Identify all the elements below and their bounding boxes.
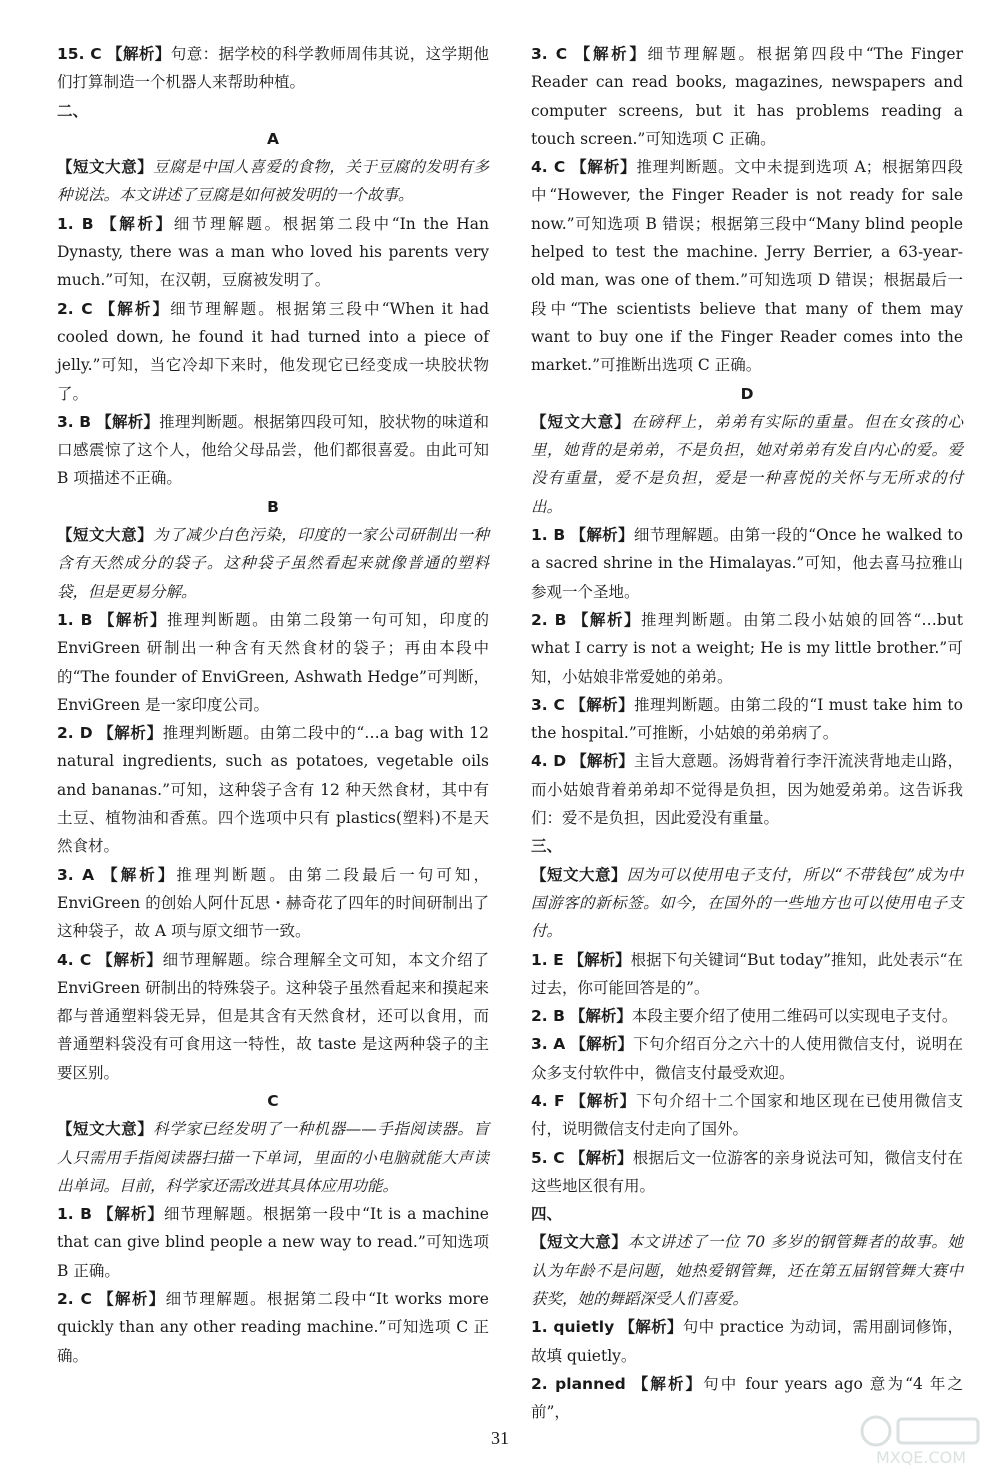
answer-number: 3. C bbox=[531, 695, 565, 714]
summary-text: 因为可以使用电子支付，所以“不带钱包”成为中国游客的新标签。如今，在国外的一些地方也可以使用电子支付。 bbox=[531, 865, 963, 941]
summary-label: 【短文大意】 bbox=[531, 412, 631, 431]
section-heading: 三、 bbox=[531, 837, 563, 856]
analysis-text: 推理判断题。由第二段的“I must take him to the hospital.”可推断，小姑娘的弟弟病了。 bbox=[531, 695, 963, 743]
analysis-label: 【解析】 bbox=[570, 1091, 636, 1110]
answer-item bbox=[531, 521, 963, 606]
answer-number: 1. B bbox=[57, 214, 94, 233]
answer-item bbox=[57, 1285, 489, 1370]
analysis-label: 【解析】 bbox=[97, 1205, 164, 1224]
summary-label: 【短文大意】 bbox=[57, 1120, 154, 1139]
answer-number: 3. B bbox=[57, 412, 92, 431]
analysis-text: 细节理解题。根据第三段中“When it had cooled down, he found it had turned into a piece of jelly.”可知，当它冷却下来时，他发现它已经变成一块胶状物了。 bbox=[57, 299, 489, 403]
analysis-label: 【解析】 bbox=[97, 950, 163, 969]
answer-item bbox=[57, 408, 489, 493]
passage-summary bbox=[57, 521, 489, 606]
left-column bbox=[57, 40, 489, 1370]
answer-number: 4. D bbox=[531, 752, 567, 771]
analysis-text: 推理判断题。根据第四段可知，胶状物的味道和口感震惊了这个人，他给父母品尝，他们都很喜爱。由此可知 B 项描述不正确。 bbox=[57, 412, 489, 488]
answer-number: 2. planned bbox=[531, 1374, 626, 1393]
analysis-label: 【解析】 bbox=[570, 695, 635, 714]
passage-summary bbox=[531, 1228, 963, 1313]
answer-number: 3. A bbox=[531, 1035, 566, 1054]
answer-item bbox=[531, 1144, 963, 1201]
analysis-text: 细节理解题。根据第二段中“It works more quickly than any other reading machine.”可知选项 C 正确。 bbox=[57, 1290, 489, 1365]
analysis-label: 【解析】 bbox=[632, 1374, 704, 1393]
passage-summary bbox=[531, 408, 963, 521]
analysis-text: 下句介绍百分之六十的人使用微信支付，说明在众多支付软件中，微信支付最受欢迎。 bbox=[531, 1035, 963, 1082]
passage-heading: A bbox=[267, 129, 279, 148]
answer-item bbox=[57, 1200, 489, 1285]
answer-number: 2. C bbox=[57, 299, 93, 318]
analysis-label: 【解析】 bbox=[98, 724, 163, 743]
analysis-text: 推理判断题。由第二段中的“…a bag with 12 natural ingredients, such as potatoes, vegetable oils and bananas.”可知，这种袋子含有 12 种天然食材，其中有土豆、植物油和香蕉。四个选项中只有 plastics(塑料)不是天然食材。 bbox=[57, 724, 489, 856]
analysis-text: 细节理解题。综合理解全文可知，本文介绍了 EnviGreen 研制出的特殊袋子。这种袋子虽然看起来和摸起来都与普通塑料袋无异，但是其含有天然食材，还可以食用，而普通塑料袋没有可食用这一特性，故 taste 是这两种袋子的主要区别。 bbox=[57, 950, 489, 1082]
answer-item bbox=[531, 691, 963, 748]
passage-heading: B bbox=[267, 497, 279, 516]
summary-text: 本文讲述了一位 70 多岁的钢管舞者的故事。她认为年龄不是问题，她热爱钢管舞，还在第五届钢管舞大赛中获奖，她的舞蹈深受人们喜爱。 bbox=[531, 1233, 963, 1309]
analysis-label: 【解析】 bbox=[107, 45, 171, 63]
answer-item bbox=[57, 719, 489, 860]
answer-number: 1. B bbox=[57, 1205, 92, 1224]
answer-item bbox=[531, 153, 963, 379]
watermark-logo bbox=[856, 1409, 986, 1467]
answer-number: 3. C bbox=[531, 45, 568, 63]
section-heading: 四、 bbox=[531, 1205, 563, 1224]
answer-item bbox=[531, 1030, 963, 1087]
analysis-text: 推理判断题。由第二段最后一句可知，EnviGreen 的创始人阿什瓦思・赫奇花了四年的时间研制出了这种袋子，故 A 项与原文细节一致。 bbox=[57, 865, 489, 941]
analysis-text: 根据下句关键词“But today”推知，此处表示“在过去，你可能回答是的”。 bbox=[531, 950, 963, 997]
answer-item bbox=[531, 946, 963, 1003]
analysis-label: 【解析】 bbox=[98, 610, 167, 629]
answer-item bbox=[57, 40, 489, 97]
answer-number: 2. C bbox=[57, 1290, 92, 1309]
answer-item bbox=[531, 747, 963, 832]
analysis-label: 【解析】 bbox=[570, 526, 634, 545]
passage-heading: D bbox=[740, 384, 754, 403]
analysis-text: 推理判断题。由第二段第一句可知，印度的 EnviGreen 研制出一种含有天然食材的袋子；再由本段中的“The founder of EnviGreen, Ashwath Hedge”可判断，EnviGreen 是一家印度公司。 bbox=[57, 610, 489, 714]
section-heading: 二、 bbox=[57, 101, 89, 120]
summary-label: 【短文大意】 bbox=[531, 865, 627, 884]
answer-item bbox=[531, 606, 963, 691]
watermark-text: MXQE.COM bbox=[875, 1448, 967, 1467]
answer-number: 4. F bbox=[531, 1091, 565, 1110]
analysis-label: 【解析】 bbox=[99, 299, 171, 318]
answer-item bbox=[531, 1002, 963, 1030]
analysis-label: 【解析】 bbox=[101, 214, 174, 233]
answer-number: 15. C bbox=[57, 45, 102, 63]
analysis-text: 推理判断题。文中未提到选项 A；根据第四段中“However, the Finger Reader is not ready for sale now.”可知选项 B 错误；根据第三段中“Many blind people helped to test the machine. Jerry Berrier, a 63-year-old man, was one of them.”可知选项 D 错误；根据最后一段中“The scientists believe that many of them may want to buy one if the Finger Reader comes into the market.”可推断出选项 C 正确。 bbox=[531, 158, 963, 375]
analysis-text: 细节理解题。根据第二段中“In the Han Dynasty, there was a man who loved his parents very much.”可知，在汉朝，豆腐被发明了。 bbox=[57, 214, 489, 290]
analysis-label: 【解析】 bbox=[102, 865, 177, 884]
passage-summary bbox=[57, 153, 489, 210]
analysis-text: 推理判断题。由第二段小姑娘的回答“…but what I carry is not a weight; He is my little brother.”可知，小姑娘非常爱她的弟弟。 bbox=[531, 610, 963, 686]
analysis-label: 【解析】 bbox=[571, 752, 634, 771]
analysis-text: 细节理解题。根据第四段中“The Finger Reader can read books, magazines, newspapers and computer screens, but it has problems reading a touch screen.”可知选项 C 正确。 bbox=[531, 45, 963, 148]
summary-label: 【短文大意】 bbox=[57, 158, 154, 177]
summary-text: 豆腐是中国人喜爱的食物，关于豆腐的发明有多种说法。本文讲述了豆腐是如何被发明的一个故事。 bbox=[57, 158, 489, 205]
analysis-label: 【解析】 bbox=[570, 1035, 634, 1054]
analysis-text: 句中 four years ago 意为“4 年之前”， bbox=[531, 1374, 963, 1422]
answer-number: 2. B bbox=[531, 1007, 565, 1026]
passage-summary bbox=[531, 861, 963, 946]
answer-number: 1. quietly bbox=[531, 1318, 615, 1337]
analysis-text: 本段主要介绍了使用二维码可以实现电子支付。 bbox=[631, 1007, 958, 1026]
answer-item bbox=[531, 1087, 963, 1144]
analysis-label: 【解析】 bbox=[98, 1290, 166, 1309]
analysis-text: 句意：据学校的科学教师周伟其说，这学期他们打算制造一个机器人来帮助种植。 bbox=[57, 45, 489, 92]
page-number: 31 bbox=[491, 1428, 509, 1448]
passage-summary bbox=[57, 1115, 489, 1200]
answer-item bbox=[57, 861, 489, 946]
answer-number: 1. B bbox=[531, 526, 566, 545]
analysis-label: 【解析】 bbox=[619, 1318, 683, 1337]
analysis-text: 句中 practice 为动词，需用副词修饰，故填 quietly。 bbox=[531, 1318, 963, 1365]
analysis-text: 细节理解题。根据第一段中“It is a machine that can give blind people a new way to read.”可知选项 B 正确。 bbox=[57, 1205, 489, 1280]
answer-item bbox=[57, 210, 489, 295]
passage-heading: C bbox=[267, 1091, 279, 1110]
summary-text: 在磅秤上，弟弟有实际的重量。但在女孩的心里，她背的是弟弟，不是负担，她对弟弟有发自内心的爱。爱没有重量，爱不是负担，爱是一种喜悦的关怀与无所求的付出。 bbox=[531, 412, 963, 516]
answer-number: 3. A bbox=[57, 865, 95, 884]
answer-number: 2. D bbox=[57, 724, 93, 743]
answer-item bbox=[57, 606, 489, 719]
answer-number: 4. C bbox=[531, 158, 566, 177]
answer-item bbox=[531, 1313, 963, 1370]
analysis-label: 【解析】 bbox=[569, 1007, 632, 1026]
analysis-label: 【解析】 bbox=[96, 412, 160, 431]
answer-item bbox=[57, 295, 489, 408]
analysis-label: 【解析】 bbox=[569, 1148, 633, 1167]
right-column bbox=[531, 40, 963, 1427]
answer-number: 2. B bbox=[531, 610, 567, 629]
analysis-label: 【解析】 bbox=[571, 158, 637, 177]
analysis-text: 下句介绍十二个国家和地区现在已使用微信支付，说明微信支付走向了国外。 bbox=[531, 1091, 963, 1139]
answer-number: 1. B bbox=[57, 610, 93, 629]
answer-item bbox=[531, 40, 963, 153]
summary-text: 为了减少白色污染，印度的一家公司研制出一种含有天然成分的袋子。这种袋子虽然看起来就像普通的塑料袋，但是更易分解。 bbox=[57, 526, 489, 601]
answer-item bbox=[57, 946, 489, 1087]
analysis-text: 细节理解题。由第一段的“Once he walked to a sacred shrine in the Himalayas.”可知，他去喜马拉雅山参观一个圣地。 bbox=[531, 526, 963, 601]
analysis-label: 【解析】 bbox=[574, 45, 648, 63]
summary-text: 科学家已经发明了一种机器——手指阅读器。盲人只需用手指阅读器扫描一下单词，里面的小电脑就能大声读出单词。目前，科学家还需改进其具体应用功能。 bbox=[57, 1120, 489, 1195]
analysis-label: 【解析】 bbox=[568, 950, 631, 969]
analysis-label: 【解析】 bbox=[572, 610, 641, 629]
summary-label: 【短文大意】 bbox=[57, 526, 154, 545]
answer-number: 4. C bbox=[57, 950, 92, 969]
answer-number: 5. C bbox=[531, 1148, 565, 1167]
answer-number: 1. E bbox=[531, 950, 564, 969]
analysis-text: 根据后文一位游客的亲身说法可知，微信支付在这些地区很有用。 bbox=[531, 1148, 963, 1195]
analysis-text: 主旨大意题。汤姆背着行李汗流浃背地走山路，而小姑娘背着弟弟却不觉得是负担，因为她爱弟弟。这告诉我们：爱不是负担，因此爱没有重量。 bbox=[531, 752, 963, 828]
summary-label: 【短文大意】 bbox=[531, 1233, 628, 1252]
